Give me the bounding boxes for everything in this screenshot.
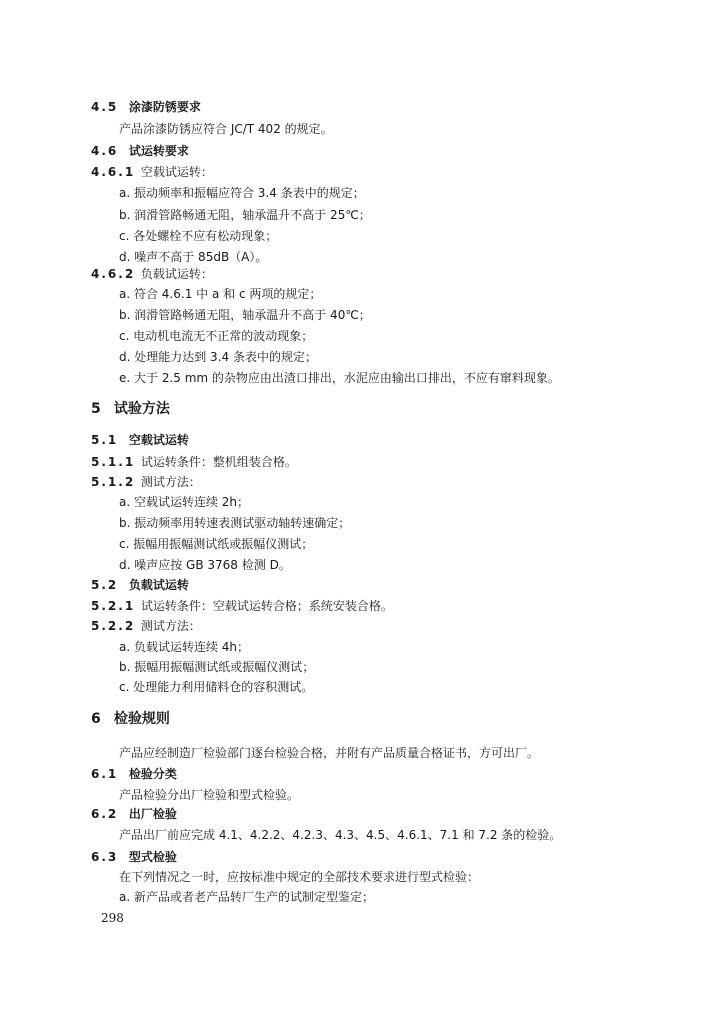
list-item: a. 空载试运转连续 2h； (119, 495, 250, 509)
paragraph: 在下列情况之一时，应按标准中规定的全部技术要求进行型式检验： (119, 870, 480, 884)
chapter-title: 检验规则 (113, 711, 170, 727)
section-heading (91, 850, 177, 864)
section-number: 5.2.1 (91, 599, 136, 613)
paragraph: 产品检验分出厂检验和型式检验。 (119, 788, 300, 802)
list-item: e. 大于 2.5 mm 的杂物应由出渣口排出，水泥应由输出口排出，不应有窜料现象。 (119, 371, 560, 385)
list-item: a. 振动频率和振幅应符合 3.4 条表中的规定； (119, 186, 365, 200)
section-number: 6.1 (91, 767, 119, 781)
section-number: 6.3 (91, 850, 119, 864)
section-title: 出厂检验 (128, 807, 177, 821)
list-item: c. 各处螺栓不应有松动现象； (119, 229, 278, 243)
section-number: 5.1 (91, 433, 119, 447)
section-title: 检验分类 (128, 767, 177, 781)
section-number: 4.6 (91, 144, 119, 158)
section-number: 5.1.2 (91, 475, 136, 489)
paragraph: 产品应经制造厂检验部门逐台检验合格，并附有产品质量合格证书，方可出厂。 (119, 746, 540, 760)
list-item: d. 噪声不高于 85dB（A）。 (119, 250, 268, 264)
section-title: 试运转条件：空载试运转合格；系统安装合格。 (140, 599, 393, 613)
page-number: 298 (101, 911, 124, 925)
list-item: a. 新产品或者老产品转厂生产的试制定型鉴定； (119, 890, 374, 904)
section-number: 6.2 (91, 807, 119, 821)
section-heading (91, 767, 177, 781)
list-item: a. 负载试运转连续 4h； (119, 640, 250, 654)
chapter-number: 5 (91, 401, 101, 417)
section-heading (91, 100, 201, 114)
section-heading (91, 144, 189, 158)
chapter-title: 试验方法 (113, 401, 170, 417)
chapter-heading (91, 710, 170, 728)
list-item: b. 振幅用振幅测试纸或振幅仪测试； (119, 660, 315, 674)
subsection-heading (91, 599, 393, 613)
section-number: 5.2.2 (91, 619, 136, 633)
section-title: 试运转要求 (128, 144, 189, 158)
chapter-number: 6 (91, 711, 101, 727)
section-title: 型式检验 (128, 850, 177, 864)
chapter-heading (91, 400, 170, 418)
section-title: 负载试运转： (140, 267, 213, 281)
subsection-heading (91, 475, 201, 489)
section-title: 负载试运转 (128, 578, 189, 592)
paragraph: 产品涂漆防锈应符合 JC/T 402 的规定。 (119, 122, 333, 136)
list-item: d. 噪声应按 GB 3768 检测 D。 (119, 558, 291, 572)
subsection-heading (91, 619, 201, 633)
list-item: b. 润滑管路畅通无阻，轴承温升不高于 40℃； (119, 308, 371, 322)
list-item: d. 处理能力达到 3.4 条表中的规定； (119, 350, 317, 364)
section-heading (91, 578, 189, 592)
section-number: 5.1.1 (91, 455, 136, 469)
list-item: c. 处理能力利用储料仓的容积测试。 (119, 680, 314, 694)
subsection-heading (91, 455, 297, 469)
section-title: 测试方法： (140, 619, 201, 633)
list-item: c. 电动机电流无不正常的波动现象； (119, 329, 314, 343)
section-number: 4.5 (91, 100, 119, 114)
section-title: 空载试运转 (128, 433, 189, 447)
section-heading (91, 807, 177, 821)
list-item: c. 振幅用振幅测试纸或振幅仪测试； (119, 537, 314, 551)
section-number: 4.6.2 (91, 267, 136, 281)
list-item: b. 振动频率用转速表测试驱动轴转速确定； (119, 516, 351, 530)
section-number: 5.2 (91, 578, 119, 592)
section-number: 4.6.1 (91, 165, 136, 179)
list-item: b. 润滑管路畅通无阻，轴承温升不高于 25℃； (119, 208, 371, 222)
section-heading (91, 433, 189, 447)
paragraph: 产品出厂前应完成 4.1、4.2.2、4.2.3、4.3、4.5、4.6.1、7.1 和 7.2 条的检验。 (119, 828, 562, 842)
section-title: 空载试运转： (140, 165, 213, 179)
section-title: 测试方法： (140, 475, 201, 489)
section-title: 试运转条件：整机组装合格。 (140, 455, 297, 469)
subsection-heading (91, 165, 213, 179)
subsection-heading (91, 267, 213, 281)
section-title: 涂漆防锈要求 (128, 100, 201, 114)
list-item: a. 符合 4.6.1 中 a 和 c 两项的规定； (119, 287, 322, 301)
